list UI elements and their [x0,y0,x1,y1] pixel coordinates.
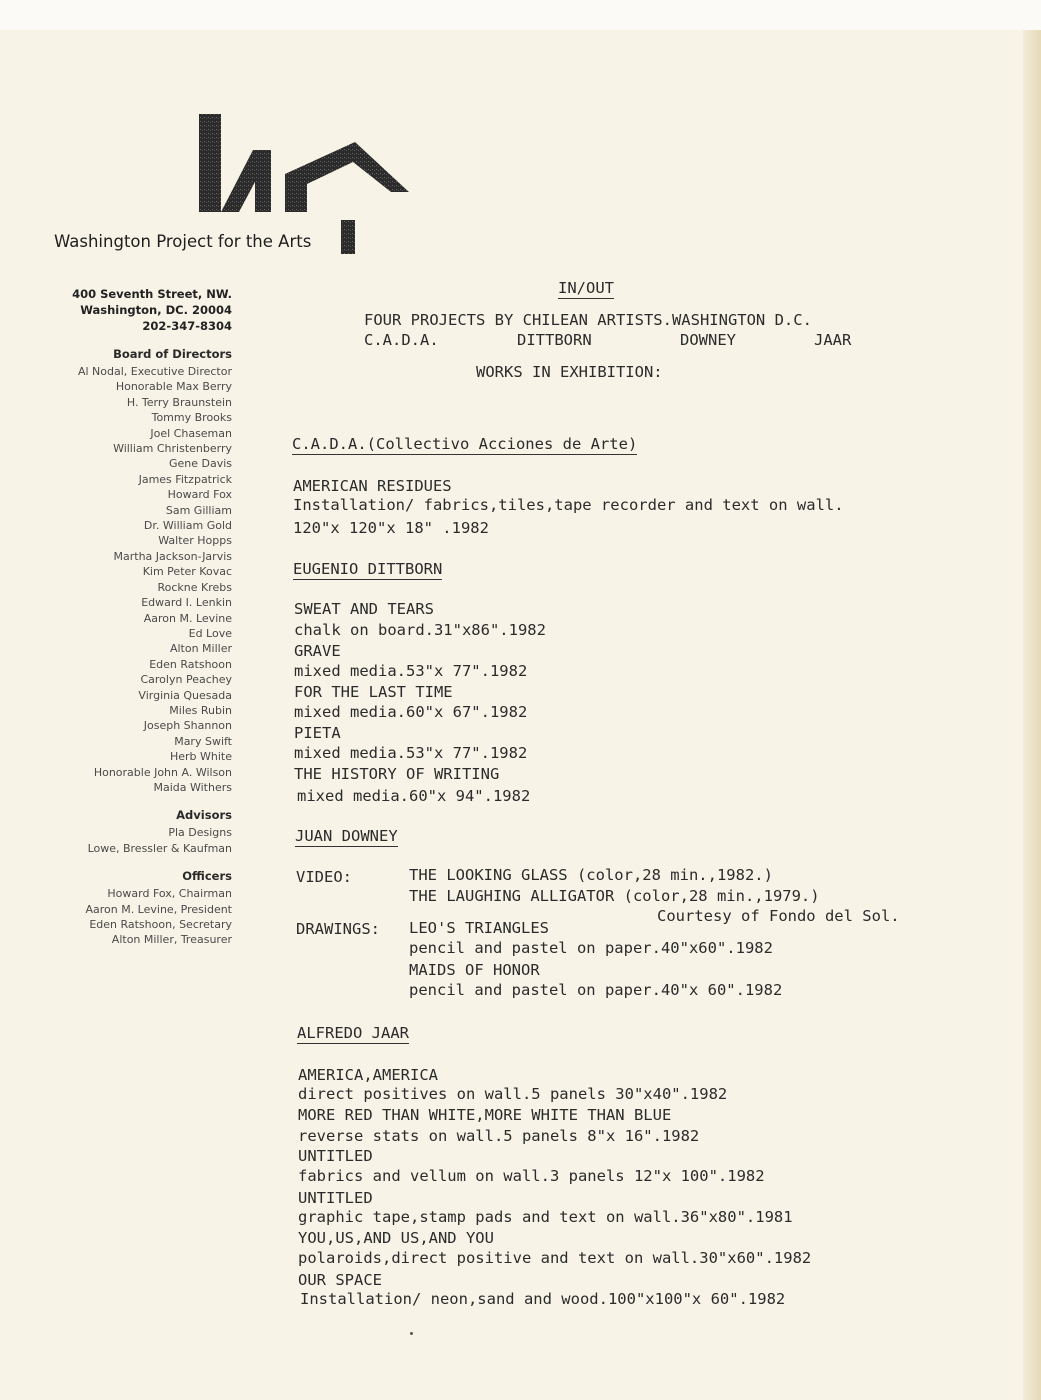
list-item: Rockne Krebs [157,580,232,594]
list-item: Maida Withers [153,780,232,794]
sidebar-directory [40,286,232,948]
list-item: Martha Jackson-Jarvis [113,549,232,563]
list-item: mixed media.53"x 77".1982 [294,744,528,762]
phone-number: 202-347-8304 [142,319,232,333]
list-item: Howard Fox, Chairman [107,887,232,901]
list-item: MAIDS OF HONOR [409,961,540,979]
list-item: Edward I. Lenkin [141,596,232,610]
list-item: Alton Miller [169,642,232,656]
courtesy-note: Courtesy of Fondo del Sol. [657,907,900,925]
list-item: Miles Rubin [169,703,232,717]
artist-name-dittborn: DITTBORN [517,331,592,349]
list-item: Herb White [169,750,232,764]
list-item: Honorable John A. Wilson [93,765,232,779]
artist-name-downey: DOWNEY [680,331,736,349]
list-item: THE HISTORY OF WRITING [294,765,500,783]
advisors-title: Advisors [176,808,232,823]
list-item: MORE RED THAN WHITE,MORE WHITE THAN BLUE [298,1106,672,1124]
page-right-edge [1023,30,1041,1400]
list-item: Eden Ratshoon, Secretary [89,918,232,931]
list-item: Walter Hopps [158,534,232,548]
list-item: graphic tape,stamp pads and text on wall.36"x80".1981 [298,1208,793,1226]
list-item: Pla Designs [168,826,232,840]
list-item: AMERICA,AMERICA [298,1066,438,1084]
work-dimensions: 120"x 120"x 18" .1982 [293,519,489,537]
list-item: Aaron M. Levine [143,611,232,625]
list-item: Kim Peter Kovac [142,565,232,579]
board-list [40,364,232,795]
list-item: James Fitzpatrick [138,472,232,486]
work-description: Installation/ fabrics,tiles,tape recorder and text on wall. [293,496,844,514]
address-line-2: Washington, DC. 20004 [80,303,232,317]
page-top-margin [0,0,1041,30]
page-title: IN/OUT [558,279,614,297]
video-label: VIDEO: [296,868,352,886]
board-title: Board of Directors [113,347,232,361]
list-item: reverse stats on wall.5 panels 8"x 16".1982 [298,1127,700,1145]
video-item-1: THE LOOKING GLASS (color,28 min.,1982.) [409,866,773,884]
section-heading-jaar: ALFREDO JAAR [297,1024,409,1042]
organization-name: Washington Project for the Arts [54,232,312,251]
list-item: fabrics and vellum on wall.3 panels 12"x 100".1982 [298,1167,765,1185]
exhibition-subtitle: FOUR PROJECTS BY CHILEAN ARTISTS.WASHINGTON D.C. [364,311,812,329]
artist-name-cada: C.A.D.A. [364,331,439,349]
list-item: mixed media.60"x 94".1982 [297,787,531,805]
list-item: GRAVE [294,642,341,660]
list-item: Gene Davis [168,457,232,471]
list-item: Carolyn Peachey [140,673,232,687]
officers-list [40,886,232,948]
list-item: H. Terry Braunstein [126,395,232,409]
list-item: pencil and pastel on paper.40"x60".1982 [409,939,773,957]
officers-title: Officers [182,869,232,884]
list-item: SWEAT AND TEARS [294,600,434,618]
list-item: Aaron M. Levine, President [85,902,232,916]
list-item: Joel Chaseman [150,426,232,440]
section-heading-dittborn: EUGENIO DITTBORN [293,560,443,578]
section-heading-cada: C.A.D.A.(Collectivo Acciones de Arte) [292,435,638,453]
list-item: Howard Fox [167,488,232,502]
work-title: AMERICAN RESIDUES [293,477,452,495]
list-item: Joseph Shannon [143,719,232,733]
list-item: OUR SPACE [298,1271,382,1289]
list-item: Eden Ratshoon [149,657,232,671]
list-item: direct positives on wall.5 panels 30"x40".1982 [298,1085,728,1103]
list-item: mixed media.60"x 67".1982 [294,703,528,721]
list-item: Lowe, Bressler & Kaufman [87,841,232,855]
list-item: Virginia Quesada [138,688,232,702]
list-item: William Christenberry [113,442,232,456]
stray-mark [410,1332,413,1335]
drawings-label: DRAWINGS: [296,920,380,938]
list-item: mixed media.53"x 77".1982 [294,662,528,680]
list-item: YOU,US,AND US,AND YOU [298,1229,494,1247]
list-item: LEO'S TRIANGLES [409,919,549,937]
list-item: Honorable Max Berry [115,380,232,394]
list-item: Mary Swift [174,734,232,748]
list-item: Tommy Brooks [151,411,232,425]
list-item: Sam Gilliam [165,503,232,517]
list-item: UNTITLED [298,1189,373,1207]
list-item: Dr. William Gold [143,519,232,533]
works-heading: WORKS IN EXHIBITION: [476,363,663,381]
address-line-1: 400 Seventh Street, NW. [72,287,232,301]
list-item: Ed Love [188,626,232,640]
list-item: chalk on board.31"x86".1982 [294,621,546,639]
list-item: Alton Miller, Treasurer [111,933,232,947]
list-item: Installation/ neon,sand and wood.100"x100"x 60".1982 [300,1290,786,1308]
section-heading-downey: JUAN DOWNEY [295,827,398,845]
list-item: Al Nodal, Executive Director [77,365,232,378]
list-item: UNTITLED [298,1147,373,1165]
advisors-list [40,825,232,856]
list-item: PIETA [294,724,341,742]
list-item: FOR THE LAST TIME [294,683,453,701]
list-item: pencil and pastel on paper.40"x 60".1982 [409,981,783,999]
list-item: polaroids,direct positive and text on wall.30"x60".1982 [298,1249,812,1267]
artist-name-jaar: JAAR [814,331,852,349]
video-item-2: THE LAUGHING ALLIGATOR (color,28 min.,1979.) [409,887,820,905]
